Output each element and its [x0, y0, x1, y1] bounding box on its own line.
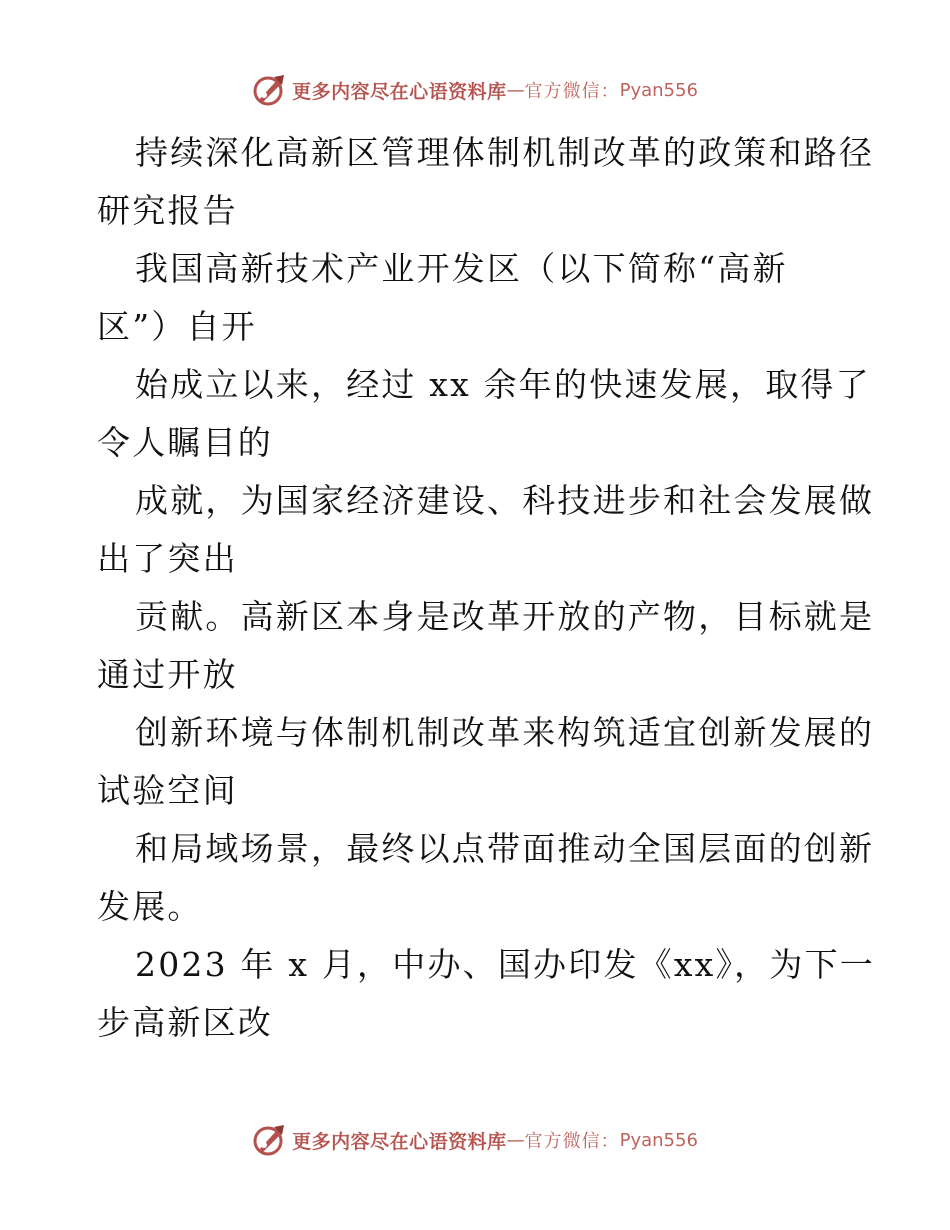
paragraph-line: 成就，为国家经济建设、科技进步和社会发展做 — [135, 481, 875, 520]
paragraph-line: 出了突出 — [97, 539, 238, 578]
paragraph-line: 我国高新技术产业开发区（以下简称“高新 — [135, 249, 788, 288]
paragraph — [97, 820, 875, 936]
banner-wechat-id: Pyan556 — [619, 1129, 698, 1151]
banner-separator: — — [506, 79, 525, 101]
paragraph-line: 创新环境与体制机制改革来构筑适宜创新发展的 — [135, 713, 875, 752]
paragraph-title — [97, 124, 875, 240]
paragraph — [97, 472, 875, 588]
quill-logo-icon — [252, 1123, 286, 1157]
paragraph-line: 研究报告 — [97, 191, 238, 230]
quill-logo-icon — [252, 73, 286, 107]
paragraph-line: 试验空间 — [97, 771, 238, 810]
paragraph — [97, 936, 875, 1052]
header-banner — [0, 70, 950, 110]
paragraph — [97, 588, 875, 704]
banner-wechat-label: 官方微信： — [524, 81, 620, 102]
paragraph-line: 令人瞩目的 — [97, 423, 273, 462]
banner-text: 更多内容尽在心语资料库 — [292, 1130, 507, 1153]
paragraph-line: 发展。 — [97, 887, 203, 926]
paragraph-line: 2023 年 x 月，中办、国办印发《xx》，为下一 — [135, 945, 875, 984]
paragraph-line: 步高新区改 — [97, 1003, 273, 1042]
document-body — [97, 124, 875, 1052]
paragraph — [97, 356, 871, 472]
paragraph — [97, 704, 875, 820]
paragraph — [97, 240, 857, 356]
banner-separator: — — [506, 1129, 525, 1151]
paragraph-line: 贡献。高新区本身是改革开放的产物，目标就是 — [135, 597, 875, 636]
footer-banner — [0, 1120, 950, 1160]
paragraph-line: 和局域场景，最终以点带面推动全国层面的创新 — [135, 829, 875, 868]
banner-wechat-id: Pyan556 — [619, 79, 698, 101]
paragraph-line: 持续深化高新区管理体制机制改革的政策和路径 — [135, 133, 875, 172]
paragraph-line: 区”）自开 — [97, 307, 257, 346]
banner-text: 更多内容尽在心语资料库 — [292, 80, 507, 103]
paragraph-line: 始成立以来，经过 xx 余年的快速发展，取得了 — [135, 365, 871, 404]
banner-wechat-label: 官方微信： — [524, 1131, 620, 1152]
paragraph-line: 通过开放 — [97, 655, 238, 694]
